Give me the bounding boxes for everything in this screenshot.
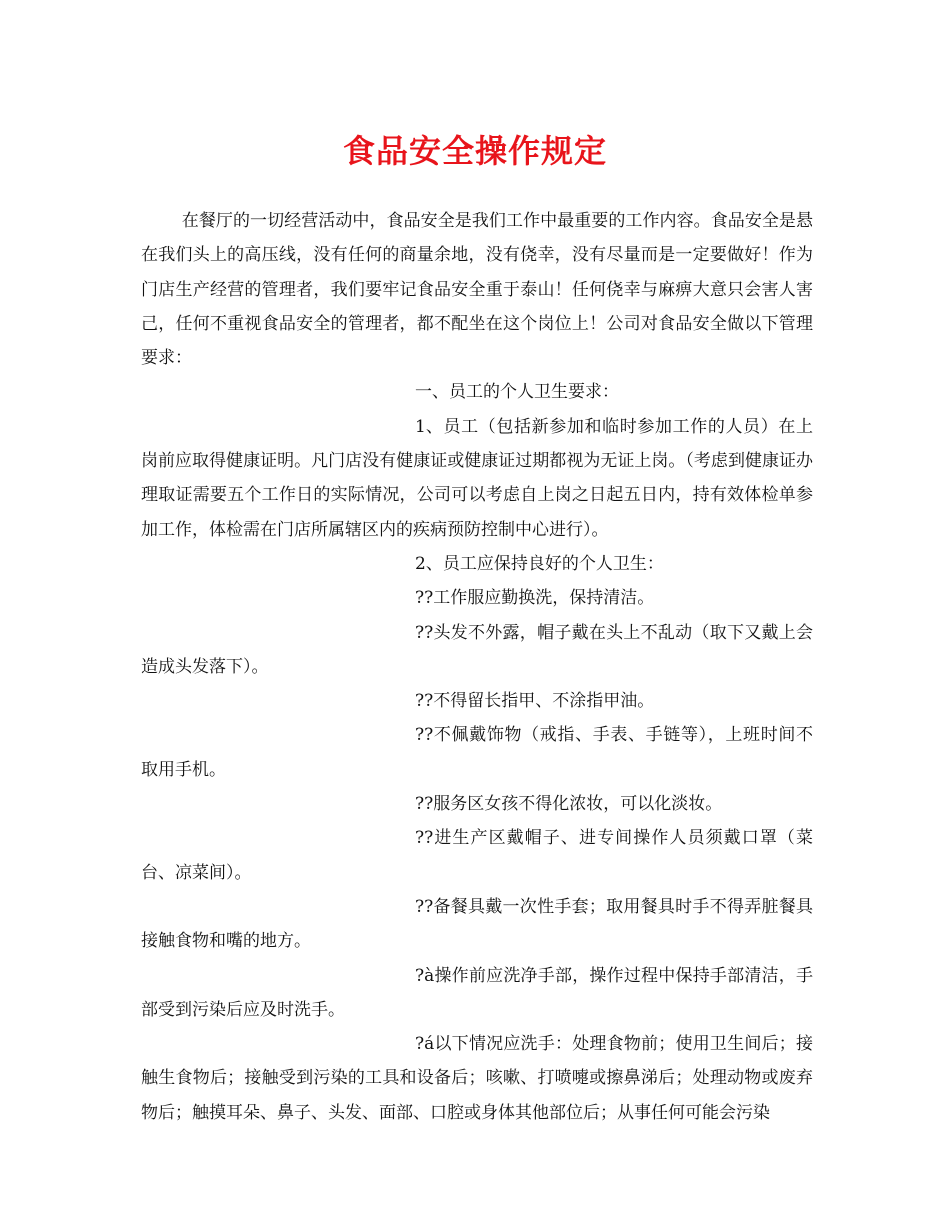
item-paragraph xyxy=(141,410,813,547)
item-paragraph xyxy=(141,547,813,581)
bullet-marker: ?? xyxy=(415,691,434,712)
bullet-marker: ?? xyxy=(415,896,434,917)
item-marker: 2、 xyxy=(415,553,443,574)
item-marker: 1、 xyxy=(415,416,443,437)
bullet-text: 备餐具戴一次性手套；取用餐具时手不得弄脏餐具接触食物和嘴的地方。 xyxy=(141,896,813,952)
bullet-text: 进生产区戴帽子、进专间操作人员须戴口罩（菜台、凉菜间）。 xyxy=(141,828,813,883)
bullet-item xyxy=(141,616,813,685)
section-heading-text: 员工的个人卫生要求： xyxy=(449,382,619,403)
bullet-text: 服务区女孩不得化浓妆，可以化淡妆。 xyxy=(433,794,723,815)
bullet-text: 头发不外露，帽子戴在头上不乱动（取下又戴上会造成头发落下）。 xyxy=(141,622,813,677)
item-text: 员工应保持良好的个人卫生： xyxy=(442,553,664,574)
item-text: 员工（包括新参加和临时参加工作的人员）在上岗前应取得健康证明。凡门店没有健康证或健康证过期都视为无证上岗。（考虑到健康证办理取证需要五个工作日的实际情况，公司可以考虑自上岗之日起五日内，持有效体检单参加工作，体检需在门店所属辖区内的疾病预防控制中心进行）。 xyxy=(141,416,813,540)
bullet-text: 操作前应洗净手部，操作过程中保持手部清洁，手部受到污染后应及时洗手。 xyxy=(141,965,813,1020)
bullet-marker: ?? xyxy=(415,588,434,609)
bullet-text: 以下情况应洗手：处理食物前；使用卫生间后；接触生食物后；接触受到污染的工具和设备后；咳嗽、打喷嚏或擦鼻涕后；处理动物或废弃物后；触摸耳朵、鼻子、头发、面部、口腔或身体其他部位后；从事任何可能会污染 xyxy=(141,1034,813,1123)
bullet-marker: ?à xyxy=(415,965,435,986)
bullet-marker: ?? xyxy=(415,725,434,746)
bullet-item xyxy=(141,959,813,1028)
bullet-text: 工作服应勤换洗，保持清洁。 xyxy=(433,588,655,609)
bullet-item xyxy=(141,890,813,959)
bullet-text: 不得留长指甲、不涂指甲油。 xyxy=(433,691,655,712)
bullet-marker: ?á xyxy=(415,1034,435,1055)
bullet-marker: ?? xyxy=(415,794,434,815)
section-marker: 一、 xyxy=(415,382,449,403)
bullet-item xyxy=(141,821,813,890)
bullet-item xyxy=(141,581,813,615)
bullet-marker: ?? xyxy=(415,828,434,849)
document-title: 食品安全操作规定 xyxy=(342,132,607,170)
document-body xyxy=(141,204,813,1130)
bullet-item xyxy=(141,787,813,821)
bullet-marker: ?? xyxy=(415,622,434,643)
bullet-item xyxy=(141,718,813,787)
bullet-item xyxy=(141,1027,813,1130)
section-heading xyxy=(141,375,813,409)
bullet-item xyxy=(141,684,813,718)
bullet-text: 不佩戴饰物（戒指、手表、手链等），上班时间不取用手机。 xyxy=(141,725,813,780)
intro-paragraph: 在餐厅的一切经营活动中，食品安全是我们工作中最重要的工作内容。食品安全是悬在我们头上的高压线，没有任何的商量余地，没有侥幸，没有尽量而是一定要做好！作为门店生产经营的管理者，我们要牢记食品安全重于泰山！任何侥幸与麻痹大意只会害人害己，任何不重视食品安全的管理者，都不配坐在这个岗位上！公司对食品安全做以下管理要求： xyxy=(141,211,813,369)
